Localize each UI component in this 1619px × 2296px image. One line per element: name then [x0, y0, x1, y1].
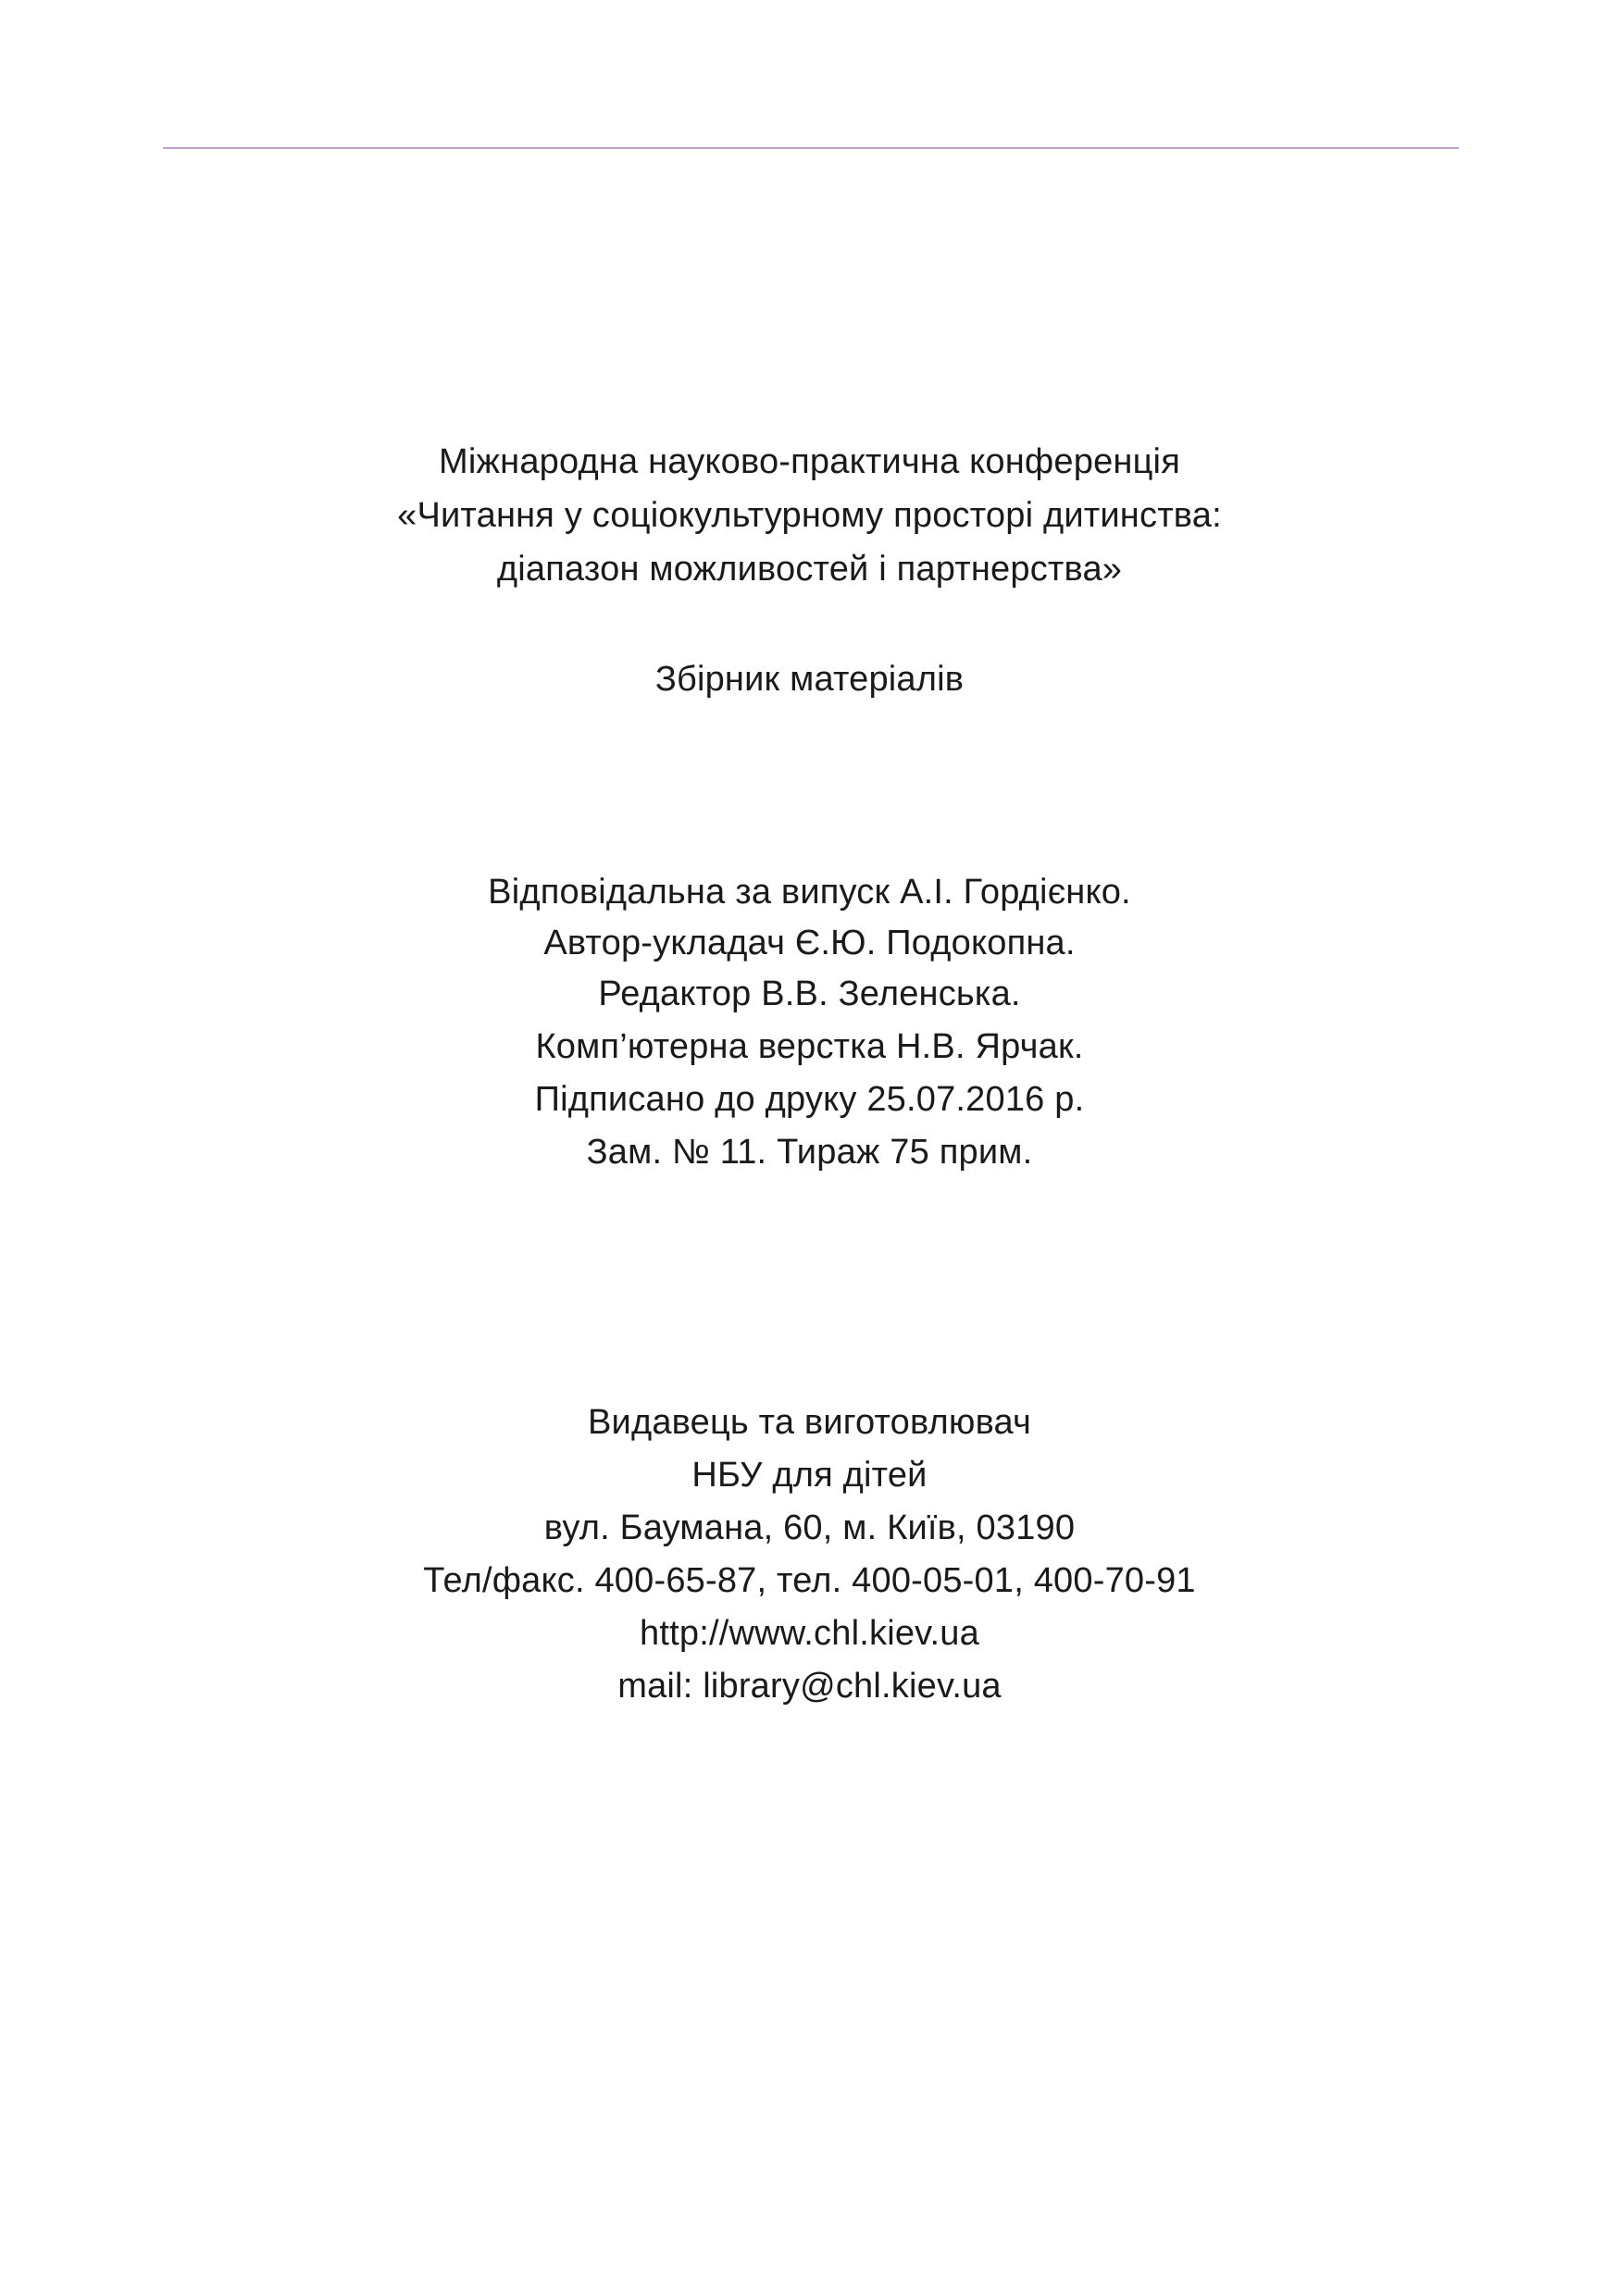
collection-label: Збірник матеріалів [654, 660, 965, 699]
publisher-email-link[interactable]: mail: library@chl.kiev.ua [617, 1667, 1002, 1706]
publisher-website-link[interactable]: http://www.chl.kiev.ua [640, 1614, 979, 1653]
credit-layout: Комп’ютерна верстка Н.В. Ярчак. [535, 1027, 1084, 1066]
publisher-phones: Тел/факс. 400-65-87, тел. 400-05-01, 400-70-91 [423, 1561, 1196, 1600]
publisher-address: вул. Баумана, 60, м. Київ, 03190 [543, 1508, 1076, 1547]
conference-title-line-2: «Читання у соціокультурному просторі дитинства: [397, 496, 1222, 535]
publisher-name: НБУ для дітей [691, 1456, 928, 1495]
credit-order-print-run: Зам. № 11. Тираж 75 прим. [586, 1133, 1033, 1172]
credit-compiler: Автор-укладач Є.Ю. Подокопна. [543, 924, 1076, 962]
credit-editor: Редактор В.В. Зеленська. [598, 974, 1021, 1013]
publisher-heading: Видавець та виготовлювач [587, 1403, 1032, 1442]
credit-signed-date: Підписано до друку 25.07.2016 р. [534, 1080, 1085, 1119]
header-divider [163, 147, 1459, 149]
conference-title-line-3: діапазон можливостей і партнерства» [496, 550, 1123, 589]
credit-responsible: Відповідальна за випуск А.І. Гордієнко. [488, 873, 1131, 912]
conference-title-line-1: Міжнародна науково-практична конференція [439, 442, 1180, 481]
